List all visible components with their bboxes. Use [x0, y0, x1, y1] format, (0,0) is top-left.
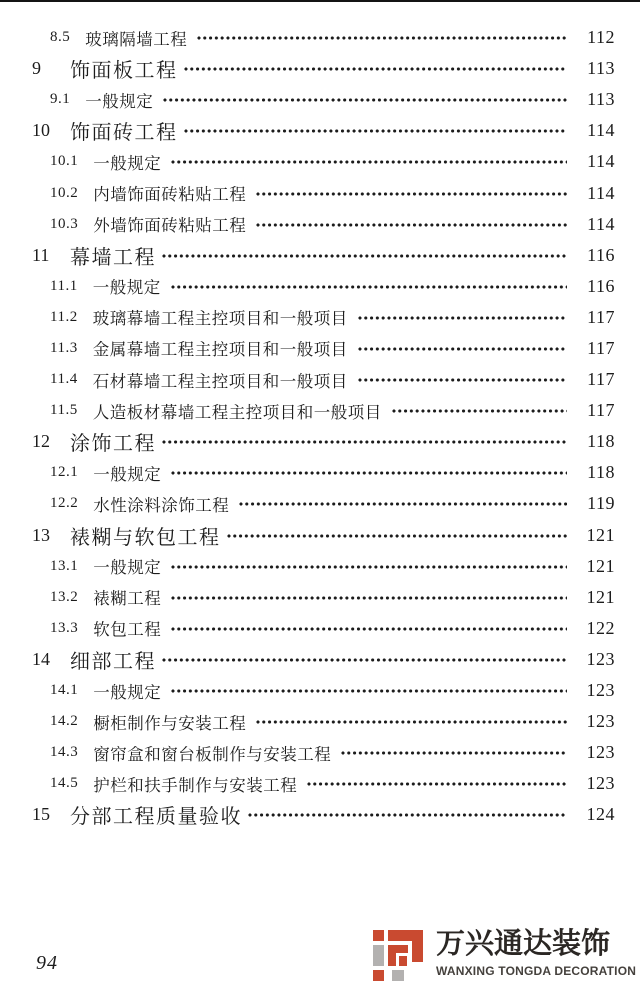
toc-entry-number: 13: [32, 524, 50, 545]
toc-entry: [32, 457, 615, 488]
toc-entry-page: 119: [587, 493, 615, 514]
toc-entry-page: 113: [587, 89, 615, 110]
toc-entry-title: 分部工程质量验收: [70, 806, 242, 829]
company-logo: [373, 928, 637, 984]
toc-entry-page: 123: [586, 742, 615, 763]
toc-entry-page: 121: [586, 555, 615, 576]
toc-entry-number: 11.2: [50, 308, 78, 325]
dot-leader: [227, 534, 568, 538]
toc-entry-title: 橱柜制作与安装工程: [93, 713, 247, 733]
toc-entry-title: 一般规定: [93, 558, 162, 578]
dot-leader: [256, 720, 567, 724]
toc-entry-title: 护栏和扶手制作与安装工程: [93, 775, 298, 795]
toc-entry-page: 117: [587, 306, 615, 327]
toc-entry-page: 123: [586, 773, 615, 794]
dot-leader: [197, 36, 567, 40]
toc-entry-page: 117: [587, 400, 615, 421]
toc-entry-title: 软包工程: [93, 620, 162, 640]
toc-entry-page: 121: [586, 524, 615, 545]
toc-entry-number: 14.3: [50, 744, 79, 761]
toc-entry-number: 10: [32, 120, 50, 141]
toc-entry-page: 116: [587, 275, 615, 296]
toc-entry-page: 123: [586, 711, 615, 732]
dot-leader: [171, 565, 567, 569]
logo-company-name-cn: 万兴通达装饰: [436, 928, 611, 960]
dot-leader: [341, 751, 567, 755]
toc-entry-page: 114: [587, 213, 615, 234]
toc-entry: [32, 582, 615, 613]
toc-entry: [32, 302, 615, 333]
table-of-contents: [32, 22, 615, 830]
toc-entry-page: 118: [587, 431, 615, 452]
dot-leader: [162, 658, 567, 662]
toc-entry: [32, 395, 615, 426]
dot-leader: [239, 502, 567, 506]
toc-entry-number: 9: [32, 58, 41, 79]
toc-entry-number: 11.4: [50, 371, 78, 388]
toc-entry-number: 10.1: [50, 153, 79, 170]
toc-entry-title: 石材幕墙工程主控项目和一般项目: [92, 371, 348, 391]
page-number: 94: [36, 952, 58, 974]
logo-company-name-en: WANXING TONGDA DECORATION: [436, 964, 637, 978]
dot-leader: [307, 782, 567, 786]
toc-entry: [32, 146, 615, 177]
toc-entry-title: 细部工程: [70, 650, 156, 673]
logo-tile: [399, 956, 407, 966]
dot-leader: [171, 160, 567, 164]
toc-entry-number: 13.1: [50, 557, 79, 574]
toc-entry: [32, 799, 615, 830]
toc-entry-page: 123: [586, 648, 615, 669]
toc-entry-title: 一般规定: [93, 464, 162, 484]
toc-entry-page: 122: [586, 617, 615, 638]
logo-text-block: [436, 928, 637, 978]
logo-tile: [373, 970, 384, 981]
toc-entry-title: 一般规定: [93, 682, 162, 702]
toc-entry-number: 12.1: [50, 464, 79, 481]
toc-entry: [32, 644, 615, 675]
toc-entry: [32, 675, 615, 706]
toc-entry-number: 8.5: [50, 29, 71, 46]
dot-leader: [392, 409, 567, 413]
toc-entry: [32, 706, 615, 737]
toc-entry-number: 14: [32, 648, 50, 669]
toc-entry-number: 12.2: [50, 495, 79, 512]
toc-entry-title: 金属幕墙工程主控项目和一般项目: [92, 340, 348, 360]
toc-entry: [32, 613, 615, 644]
toc-entry-page: 114: [587, 120, 615, 141]
toc-entry-number: 14.5: [50, 775, 79, 792]
toc-entry-title: 饰面砖工程: [70, 122, 178, 145]
toc-entry-title: 外墙饰面砖粘贴工程: [93, 216, 247, 236]
dot-leader: [248, 813, 567, 817]
toc-entry-page: 117: [587, 337, 615, 358]
toc-entry-page: 123: [586, 680, 615, 701]
dot-leader: [358, 378, 567, 382]
dot-leader: [162, 254, 567, 258]
dot-leader: [184, 129, 568, 133]
toc-entry: [32, 177, 615, 208]
toc-entry-number: 13.2: [50, 588, 79, 605]
toc-entry-title: 玻璃幕墙工程主控项目和一般项目: [92, 309, 348, 329]
toc-entry-title: 裱糊与软包工程: [70, 526, 221, 549]
dot-leader: [256, 192, 567, 196]
page-top-edge-line: [0, 0, 640, 2]
toc-entry-number: 11: [32, 244, 50, 265]
toc-entry-number: 10.2: [50, 184, 79, 201]
toc-entry: [32, 551, 615, 582]
dot-leader: [358, 347, 567, 351]
toc-entry-number: 10.3: [50, 215, 79, 232]
toc-entry-number: 15: [32, 804, 50, 825]
toc-entry-number: 11.1: [50, 277, 78, 294]
toc-entry: [32, 768, 615, 799]
dot-leader: [162, 440, 567, 444]
toc-entry-title: 一般规定: [92, 278, 161, 298]
toc-entry-page: 116: [587, 244, 615, 265]
toc-entry-page: 113: [587, 58, 615, 79]
toc-entry: [32, 333, 615, 364]
toc-entry-title: 一般规定: [85, 91, 154, 111]
toc-entry-number: 12: [32, 431, 50, 452]
toc-entry-page: 121: [586, 586, 615, 607]
toc-entry-title: 裱糊工程: [93, 589, 162, 609]
toc-entry-title: 内墙饰面砖粘贴工程: [93, 185, 247, 205]
dot-leader: [171, 689, 567, 693]
toc-entry-title: 涂饰工程: [70, 433, 156, 456]
toc-entry-title: 一般规定: [93, 153, 162, 173]
toc-entry-page: 118: [587, 462, 615, 483]
toc-entry: [32, 488, 615, 519]
toc-entry: [32, 271, 615, 302]
toc-entry-page: 124: [586, 804, 615, 825]
logo-tile: [392, 970, 404, 981]
toc-entry-page: 114: [587, 151, 615, 172]
dot-leader: [171, 627, 567, 631]
logo-mosaic-icon: [373, 930, 423, 981]
logo-tile: [373, 945, 384, 966]
logo-tile: [373, 930, 384, 941]
logo-tile: [388, 945, 396, 966]
dot-leader: [171, 471, 567, 475]
toc-entry: [32, 520, 615, 551]
logo-tile: [412, 941, 423, 962]
toc-entry: [32, 240, 615, 271]
toc-entry-number: 13.3: [50, 619, 79, 636]
toc-entry: [32, 737, 615, 768]
toc-entry-page: 117: [587, 369, 615, 390]
toc-entry-title: 饰面板工程: [70, 60, 178, 83]
toc-entry: [32, 84, 615, 115]
toc-entry-number: 14.1: [50, 682, 79, 699]
toc-entry: [32, 22, 615, 53]
toc-entry: [32, 115, 615, 146]
toc-entry-number: 11.5: [50, 402, 78, 419]
toc-entry: [32, 209, 615, 240]
dot-leader: [184, 67, 568, 71]
toc-entry-number: 9.1: [50, 91, 71, 108]
toc-entry-title: 窗帘盒和窗台板制作与安装工程: [93, 744, 332, 764]
toc-entry-page: 114: [587, 182, 615, 203]
dot-leader: [171, 285, 567, 289]
toc-entry-page: 112: [587, 27, 615, 48]
logo-tile: [388, 930, 423, 941]
toc-entry: [32, 53, 615, 84]
toc-entry-title: 幕墙工程: [70, 246, 156, 269]
dot-leader: [256, 223, 567, 227]
toc-entry-number: 14.2: [50, 713, 79, 730]
toc-entry: [32, 364, 615, 395]
dot-leader: [171, 596, 567, 600]
toc-entry-number: 11.3: [50, 339, 78, 356]
toc-entry: [32, 426, 615, 457]
dot-leader: [163, 98, 567, 102]
dot-leader: [358, 316, 567, 320]
toc-entry-title: 玻璃隔墙工程: [85, 29, 188, 49]
toc-entry-title: 人造板材幕墙工程主控项目和一般项目: [92, 402, 382, 422]
toc-entry-title: 水性涂料涂饰工程: [93, 495, 230, 515]
